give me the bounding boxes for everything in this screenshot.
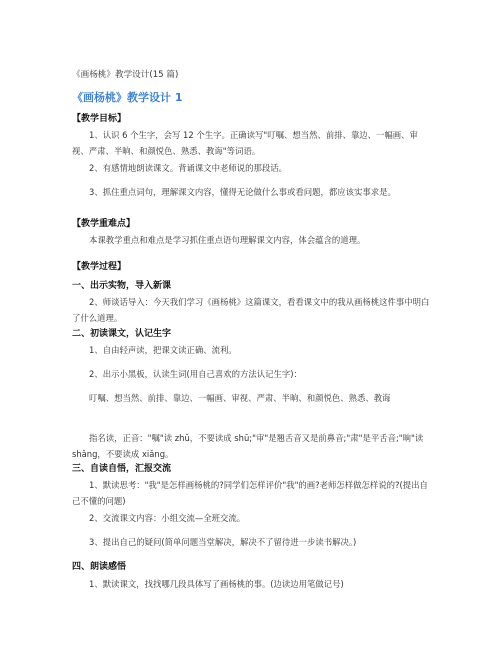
- heading-step-1: 一、出示实物，导入新课: [72, 281, 172, 291]
- paragraph-step-2-board: 2、出示小黑板，认读生词(用自己喜欢的方法认记生字)：: [89, 369, 302, 379]
- paragraph-step-3-exchange: 2、交流课文内容：小组交流—全班交流。: [89, 513, 246, 523]
- paragraph-step-3-questions: 3、提出自己的疑问(简单问题当堂解决，解决不了留待进一步读书解决。): [89, 537, 357, 547]
- heading-teaching-process: 【教学过程】: [72, 262, 127, 272]
- section-title: 《画杨桃》教学设计 1: [72, 91, 183, 104]
- paragraph-step-3-think: 1、默读思考："我"是怎样画杨桃的?同学们怎样评价"我"的画?老师怎样做怎样说的?(提出自己不懂的问题): [72, 480, 428, 506]
- heading-step-3: 三、自读自悟，汇报交流: [72, 464, 172, 474]
- heading-step-4: 四、朗读感悟: [72, 562, 127, 572]
- heading-key-points: 【教学重难点】: [72, 219, 136, 229]
- paragraph-step-4-read: 1、默读课文，找找哪几段具体写了画杨桃的事。(边读边用笔做记号): [89, 579, 344, 589]
- heading-step-2: 二、初读课文，认记生字: [72, 329, 172, 339]
- paragraph-step-1-intro: 2、师谈话导入：今天我们学习《画杨桃》这篇课文，看看课文中的我从画杨桃这件事中明白了什么道理。: [72, 297, 430, 323]
- paragraph-step-2-pronunciation: 指名读，正音："嘱"读 zhǔ，不要读成 shū;"审"是翘舌音又是前鼻音;"肃"是平舌音;"晌"读 shǎng，不要读成 xiǎng。: [72, 433, 424, 459]
- paragraph-goal-3: 3、抓住重点词句，理解课文内容，懂得无论做什么事或看问题，都应该实事求是。: [89, 187, 396, 197]
- heading-teaching-goals: 【教学目标】: [72, 114, 127, 124]
- paragraph-goal-2: 2、有感情地朗读课文。背诵课文中老师说的那段话。: [89, 163, 287, 173]
- paragraph-step-2-read: 1、自由轻声读，把课文读正确、流利。: [89, 345, 237, 355]
- document-title: 《画杨桃》教学设计(15 篇): [72, 70, 179, 80]
- paragraph-key-points: 本课教学重点和难点是学习抓住重点语句理解课文内容，体会蕴含的道理。: [89, 235, 366, 245]
- paragraph-goal-1: 1、认识 6 个生字，会写 12 个生字。正确读写"叮嘱、想当然、前排、靠边、一幅画、审视、严肃、半晌、和颜悦色、熟悉、教诲"等词语。: [72, 130, 418, 156]
- paragraph-step-2-words: 叮嘱、想当然、前排、靠边、一幅画、审视、严肃、半晌、和颜悦色、熟悉、教诲: [89, 393, 391, 403]
